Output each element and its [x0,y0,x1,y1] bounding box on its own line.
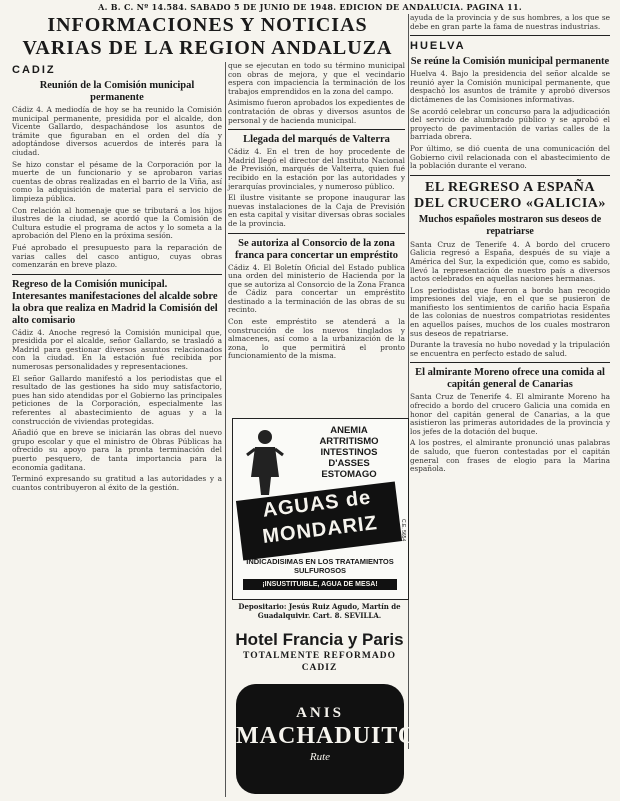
article-text: Por último, se dió cuenta de una comunicación del Gobierno civil relacionada con el abastecimiento de la población durante el verano. [410,143,610,171]
article-text: Cádiz 4. A mediodía de hoy se ha reunido la Comisión municipal permanente, presidida por el alcalde, don Vicente Gallardo, despachándose los asuntos de trámite que figuraban en el orden del día y adoptándose diversos acuerdos de interés para la ciudad. [12,105,222,157]
section-rule [410,175,610,176]
section-rule [12,274,222,275]
article-text: Cádiz 4. El Boletín Oficial del Estado publica una orden del ministerio de Hacienda por la que se autoriza al Consorcio de la Zona Franca de Cádiz para concertar un empréstito destinado a la terminación de las obras de su recinto. [228,262,405,315]
ad-ailment: ARTRITISMO [319,436,379,447]
article-text: Durante la travesía no hubo novedad y la tripulación se encuentra en perfecto estado de salud. [410,340,610,358]
article-text: Con este empréstito se atenderá a la construcción de los nuevos tinglados y almacenes, así como a la urbanización de la zona, lo que permitirá el pronto funcionamiento de la misma. [228,317,405,361]
headline: El almirante Moreno ofrece una comida al capitán general de Canarias [415,367,605,391]
headline: Llegada del marqués de Valterra [243,134,390,146]
ad-depositario: Depositario: Jesús Ruiz Agudo, Martín de Guadalquivir. Cart. 8. SEVILLA. [238,602,401,620]
section-rule [228,129,405,130]
headline-galicia: EL REGRESO A ESPAÑA DEL CRUCERO «GALICIA» [414,179,606,211]
article-text: El ilustre visitante se propone inaugurar las nuevas instalaciones de la Caja de Previsión en esta capital y visitar diversas obras sociales de la provincia. [228,193,405,228]
column-right [410,14,610,477]
anis-origin: Rute [309,751,331,763]
column-divider [225,62,226,797]
section-rule [410,362,610,363]
article-text: Santa Cruz de Tenerife 4. El almirante Moreno ha ofrecido a bordo del crucero Galicia una comida en honor del capitán general de Canarias, a la que asistieron las primeras autoridades de la provincia y los jefes de la dotación del buque. [410,392,610,436]
article-text: El señor Gallardo manifestó a los periodistas que el resultado de las gestiones ha sido muy satisfactorio, pues han sido atendidas por el Gobierno las principales peticiones de la Corporación, especialmente las referentes al abastecimiento de aguas y a la construcción de viviendas protegidas. [12,373,222,426]
ad-ailments [293,425,405,480]
article-text: Con relación al homenaje que se tributará a los hijos ilustres de la ciudad, se acordó que la Comisión de Cultura estudie el programa de actos y lo someta a la aprobación del Pleno en la próxima sesión. [12,205,222,241]
ad-slogan: ¡INSUSTITUIBLE, AGUA DE MESA! [243,579,397,590]
ad-brand-line: AGUAS de [261,486,373,522]
article-text: Se hizo constar el pésame de la Corporación por la muerte de un funcionario y se aprobaron varias cuentas de obras realizadas en el barrio de la Viña, así como la adquisición de material para el servicio de limpieza pública. [12,159,222,203]
ad-ailment: INTESTINOS [320,447,378,458]
hotel-tagline: TOTALMENTE REFORMADO [243,651,396,661]
article-text: Los periodistas que fueron a bordo han recogido impresiones del viaje, en el que se pusieron de manifiesto los sentimientos de cariño hacia España de las colonias de nuestros compatriotas residentes en aquellos países, muchos de los cuales mostraron sus deseos de repatriarse. [410,285,610,338]
article-text: A los postres, el almirante pronunció unas palabras de saludo, que fueron contestadas por el capitán general con frases de elogio para la Marina española. [410,438,610,474]
section-rule [228,233,405,234]
anis-brand: MACHADUITO [236,723,418,749]
article-text: ayuda de la provincia y de sus hombres, a los que se debe en gran parte la fama de nuestras industrias. [410,13,610,31]
headline: Se reúne la Comisión municipal permanente [410,56,610,68]
hotel-city: CADIZ [301,663,338,673]
anis-label: ANIS [296,705,344,721]
ad-ailment: D'ASSES [328,458,370,469]
ad-indication: INDICADISIMAS EN LOS TRATAMIENTOS SULFUROSOS [246,557,394,575]
ad-ailment: ANEMIA [330,425,368,436]
running-head: A. B. C. Nº 14.584. SABADO 5 DE JUNIO DE 1948. EDICION DE ANDALUCIA. PAGINA 11. [98,2,522,12]
hotel-advertisement [232,630,407,674]
subheadline: Muchos españoles mostraron sus deseos de repatriarse [418,213,602,237]
ad-ailment: ESTOMAGO [321,469,377,480]
headline: Reunión de la Comisión municipal permanente [39,80,195,103]
headline: Se autoriza al Consorcio de la zona franca para concertar un empréstito [234,237,399,261]
article-text: Asimismo fueron aprobados los expedientes de contratación de obras y diversos asuntos de personal y de hacienda municipal. [228,98,405,125]
page-title: INFORMACIONES Y NOTICIAS VARIAS DE LA REGION ANDALUZA [22,14,393,59]
article-text: Añadió que en breve se iniciarán las obras del nuevo grupo escolar y que el ministro de Obras Públicas ha ofrecido su apoyo para la pronta terminación del puerto pesquero, de tanta importancia para la economía gaditana. [12,428,222,472]
column-middle [228,62,405,364]
article-text: Cádiz 4. Anoche regresó la Comisión municipal que, presidida por el alcalde, señor Gallardo, se trasladó a Madrid para gestionar diversos asuntos relacionados con la ciudad. En la estación fué recibida por numerosas personalidades y representaciones. [12,327,222,372]
article-text: Fué aprobado el presupuesto para la reparación de varias calles del casco antiguo, cuyas obras comenzarán en breve plazo. [12,242,222,270]
article-text: Huelva 4. Bajo la presidencia del señor alcalde se reunió ayer la Comisión municipal permanente, que despachó los asuntos de trámite y aprobó diversos dictámenes de las Comisiones informativas. [410,69,610,104]
ad-side-code: C.E. 5654 [400,519,406,542]
dateline-cadiz: CADIZ [12,64,56,76]
column-divider [408,14,409,749]
section-rule [410,35,610,36]
article-text: Terminó expresando su gratitud a las autoridades y a cuantos contribuyeron al éxito de la gestión. [12,474,222,492]
dateline-huelva: HUELVA [410,40,466,53]
article-text: Se acordó celebrar un concurso para la adjudicación del servicio de alumbrado público y se aprobó el proyecto de pavimentación de varias calles de la barriada obrera. [410,106,610,142]
bather-illustration-icon [241,427,289,497]
article-text: Santa Cruz de Tenerife 4. A bordo del crucero Galicia regresó a España, después de su viaje a América del Sur, la expedición que, como es sabido, llevó la representación de nuestro país a diversos actos celebrados en aquellas naciones hermanas. [410,239,610,284]
mondariz-advertisement [232,418,409,600]
anis-advertisement [236,684,418,794]
column-cadiz [12,62,222,495]
headline: Regreso de la Comisión municipal. Interesantes manifestaciones del alcalde sobre la obra que realiza en Madrid la Comisión del alto comisario [12,278,218,326]
article-text: que se ejecutan en todo su término municipal con obras de mejora, y que el vecindario espera con impaciencia la terminación de los trabajos emprendidos en la zona del campo. [228,61,405,96]
ad-brand-line: MONDARIZ [261,511,379,548]
hotel-name: Hotel Francia y Paris [235,630,404,649]
article-text: Cádiz 4. En el tren de hoy procedente de Madrid llegó el director del Instituto Nacional de Previsión, marqués de Valterra, quien fué recibido en la estación por las autoridades y jerarquías provinciales, y numeroso público. [228,147,405,191]
